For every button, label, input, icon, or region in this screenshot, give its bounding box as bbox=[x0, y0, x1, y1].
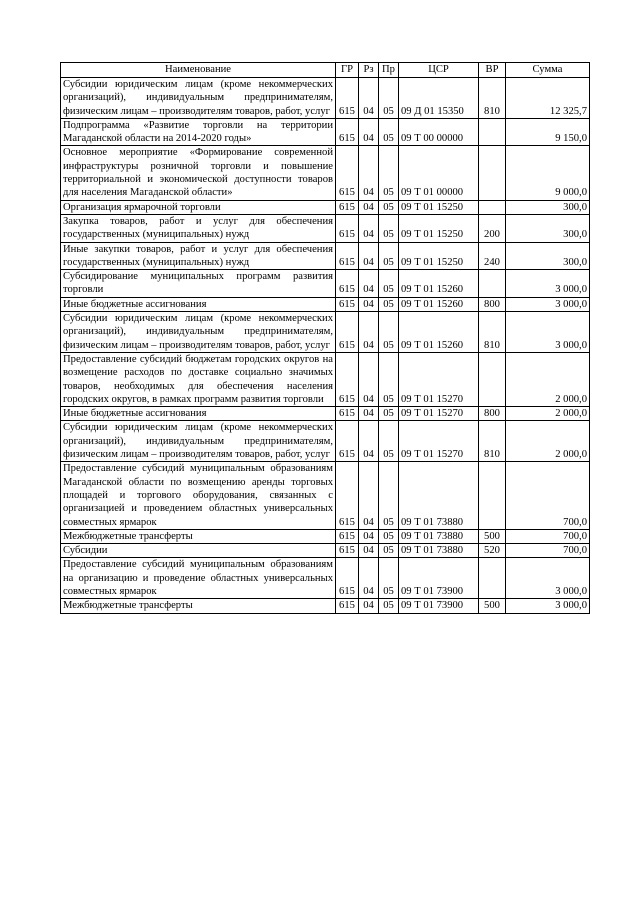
cell-gr: 615 bbox=[336, 558, 359, 599]
cell-gr: 615 bbox=[336, 214, 359, 242]
cell-pr: 05 bbox=[379, 529, 399, 543]
table-row bbox=[61, 407, 590, 421]
cell-pr: 05 bbox=[379, 242, 399, 270]
table-row bbox=[61, 421, 590, 462]
table-row bbox=[61, 214, 590, 242]
cell-rz: 04 bbox=[359, 297, 379, 311]
cell-name: Субсидирование муниципальных программ развития торговли bbox=[61, 270, 336, 298]
cell-vr: 810 bbox=[479, 78, 506, 119]
cell-rz: 04 bbox=[359, 421, 379, 462]
cell-rz: 04 bbox=[359, 214, 379, 242]
cell-name: Подпрограмма «Развитие торговли на территории Магаданской области на 2014-2020 годы» bbox=[61, 118, 336, 146]
cell-sum: 3 000,0 bbox=[506, 312, 590, 353]
cell-rz: 04 bbox=[359, 312, 379, 353]
cell-gr: 615 bbox=[336, 599, 359, 613]
cell-name: Субсидии юридическим лицам (кроме некоммерческих организаций), индивидуальным предпринимателям, физическим лицам – производителям товаров, работ, услуг bbox=[61, 312, 336, 353]
table-row bbox=[61, 529, 590, 543]
cell-vr bbox=[479, 270, 506, 298]
header-rz: Рз bbox=[359, 63, 379, 78]
cell-sum: 300,0 bbox=[506, 242, 590, 270]
cell-name: Основное мероприятие «Формирование современной инфраструктуры розничной торговли и повышение территориальной и экономической доступности товаров для населения Магаданской области» bbox=[61, 146, 336, 200]
cell-csr: 09 Т 01 15260 bbox=[399, 297, 479, 311]
cell-csr: 09 Т 01 73900 bbox=[399, 558, 479, 599]
cell-vr bbox=[479, 352, 506, 406]
cell-vr bbox=[479, 558, 506, 599]
cell-name: Иные бюджетные ассигнования bbox=[61, 407, 336, 421]
table-header bbox=[61, 63, 590, 78]
cell-name: Организация ярмарочной торговли bbox=[61, 200, 336, 214]
table-row bbox=[61, 78, 590, 119]
cell-csr: 09 Т 01 15250 bbox=[399, 200, 479, 214]
header-gr: ГР bbox=[336, 63, 359, 78]
cell-sum: 700,0 bbox=[506, 462, 590, 529]
cell-rz: 04 bbox=[359, 599, 379, 613]
cell-csr: 09 Т 01 15270 bbox=[399, 352, 479, 406]
cell-csr: 09 Т 01 73900 bbox=[399, 599, 479, 613]
cell-rz: 04 bbox=[359, 78, 379, 119]
cell-rz: 04 bbox=[359, 558, 379, 599]
cell-vr: 520 bbox=[479, 544, 506, 558]
table-row bbox=[61, 312, 590, 353]
cell-rz: 04 bbox=[359, 544, 379, 558]
cell-pr: 05 bbox=[379, 270, 399, 298]
cell-name: Субсидии юридическим лицам (кроме некоммерческих организаций), индивидуальным предпринимателям, физическим лицам – производителям товаров, работ, услуг bbox=[61, 78, 336, 119]
cell-gr: 615 bbox=[336, 544, 359, 558]
cell-gr: 615 bbox=[336, 407, 359, 421]
budget-table bbox=[60, 62, 590, 614]
table-row bbox=[61, 297, 590, 311]
cell-pr: 05 bbox=[379, 462, 399, 529]
cell-sum: 3 000,0 bbox=[506, 558, 590, 599]
cell-sum: 9 000,0 bbox=[506, 146, 590, 200]
cell-vr: 810 bbox=[479, 312, 506, 353]
cell-gr: 615 bbox=[336, 118, 359, 146]
cell-sum: 700,0 bbox=[506, 529, 590, 543]
table-row bbox=[61, 118, 590, 146]
cell-pr: 05 bbox=[379, 312, 399, 353]
table-row bbox=[61, 270, 590, 298]
table-row bbox=[61, 200, 590, 214]
table-row bbox=[61, 352, 590, 406]
cell-csr: 09 Т 01 15270 bbox=[399, 407, 479, 421]
cell-pr: 05 bbox=[379, 421, 399, 462]
cell-name: Закупка товаров, работ и услуг для обеспечения государственных (муниципальных) нужд bbox=[61, 214, 336, 242]
cell-vr bbox=[479, 200, 506, 214]
table-body bbox=[61, 78, 590, 614]
cell-vr: 240 bbox=[479, 242, 506, 270]
cell-csr: 09 Т 01 15260 bbox=[399, 312, 479, 353]
cell-pr: 05 bbox=[379, 118, 399, 146]
cell-csr: 09 Д 01 15350 bbox=[399, 78, 479, 119]
cell-csr: 09 Т 01 15250 bbox=[399, 214, 479, 242]
cell-pr: 05 bbox=[379, 407, 399, 421]
cell-gr: 615 bbox=[336, 297, 359, 311]
cell-name: Межбюджетные трансферты bbox=[61, 599, 336, 613]
cell-name: Иные бюджетные ассигнования bbox=[61, 297, 336, 311]
cell-csr: 09 Т 01 73880 bbox=[399, 544, 479, 558]
cell-pr: 05 bbox=[379, 78, 399, 119]
cell-name: Иные закупки товаров, работ и услуг для обеспечения государственных (муниципальных) нужд bbox=[61, 242, 336, 270]
cell-rz: 04 bbox=[359, 200, 379, 214]
cell-pr: 05 bbox=[379, 352, 399, 406]
cell-sum: 2 000,0 bbox=[506, 421, 590, 462]
cell-gr: 615 bbox=[336, 421, 359, 462]
cell-pr: 05 bbox=[379, 544, 399, 558]
cell-gr: 615 bbox=[336, 270, 359, 298]
cell-name: Межбюджетные трансферты bbox=[61, 529, 336, 543]
cell-name: Субсидии bbox=[61, 544, 336, 558]
cell-sum: 3 000,0 bbox=[506, 270, 590, 298]
cell-gr: 615 bbox=[336, 146, 359, 200]
cell-sum: 9 150,0 bbox=[506, 118, 590, 146]
cell-sum: 3 000,0 bbox=[506, 297, 590, 311]
cell-pr: 05 bbox=[379, 297, 399, 311]
table-row bbox=[61, 544, 590, 558]
cell-sum: 12 325,7 bbox=[506, 78, 590, 119]
cell-sum: 300,0 bbox=[506, 214, 590, 242]
header-sum: Сумма bbox=[506, 63, 590, 78]
cell-pr: 05 bbox=[379, 599, 399, 613]
header-vr: ВР bbox=[479, 63, 506, 78]
cell-pr: 05 bbox=[379, 200, 399, 214]
cell-vr bbox=[479, 118, 506, 146]
cell-vr: 200 bbox=[479, 214, 506, 242]
cell-csr: 09 Т 01 15270 bbox=[399, 421, 479, 462]
cell-gr: 615 bbox=[336, 200, 359, 214]
cell-sum: 300,0 bbox=[506, 200, 590, 214]
cell-pr: 05 bbox=[379, 558, 399, 599]
header-row bbox=[61, 63, 590, 78]
cell-csr: 09 Т 01 73880 bbox=[399, 529, 479, 543]
cell-name: Предоставление субсидий бюджетам городских округов на возмещение расходов по доставке социально значимых товаров, необходимых для обеспечения населения городских округов, в рамках программ развития торговли bbox=[61, 352, 336, 406]
cell-csr: 09 Т 01 00000 bbox=[399, 146, 479, 200]
cell-vr: 800 bbox=[479, 407, 506, 421]
header-pr: Пр bbox=[379, 63, 399, 78]
table-row bbox=[61, 146, 590, 200]
cell-sum: 700,0 bbox=[506, 544, 590, 558]
cell-rz: 04 bbox=[359, 242, 379, 270]
cell-csr: 09 Т 01 15260 bbox=[399, 270, 479, 298]
table-row bbox=[61, 462, 590, 529]
cell-rz: 04 bbox=[359, 529, 379, 543]
cell-gr: 615 bbox=[336, 78, 359, 119]
cell-vr: 500 bbox=[479, 599, 506, 613]
header-name: Наименование bbox=[61, 63, 336, 78]
cell-rz: 04 bbox=[359, 352, 379, 406]
cell-gr: 615 bbox=[336, 462, 359, 529]
cell-name: Предоставление субсидий муниципальным образованиям Магаданской области по возмещению аренды торговых площадей и торгового оборудования, связанных с организацией и проведением областных универсальных совместных ярмарок bbox=[61, 462, 336, 529]
cell-name: Предоставление субсидий муниципальным образованиям на организацию и проведение областных универсальных совместных ярмарок bbox=[61, 558, 336, 599]
cell-gr: 615 bbox=[336, 352, 359, 406]
cell-gr: 615 bbox=[336, 529, 359, 543]
cell-sum: 3 000,0 bbox=[506, 599, 590, 613]
cell-csr: 09 Т 01 73880 bbox=[399, 462, 479, 529]
cell-vr bbox=[479, 146, 506, 200]
table-row bbox=[61, 599, 590, 613]
header-csr: ЦСР bbox=[399, 63, 479, 78]
table-row bbox=[61, 242, 590, 270]
cell-gr: 615 bbox=[336, 312, 359, 353]
cell-vr bbox=[479, 462, 506, 529]
cell-csr: 09 Т 01 15250 bbox=[399, 242, 479, 270]
cell-sum: 2 000,0 bbox=[506, 407, 590, 421]
table-row bbox=[61, 558, 590, 599]
cell-vr: 500 bbox=[479, 529, 506, 543]
cell-pr: 05 bbox=[379, 214, 399, 242]
cell-gr: 615 bbox=[336, 242, 359, 270]
cell-rz: 04 bbox=[359, 407, 379, 421]
cell-rz: 04 bbox=[359, 146, 379, 200]
cell-sum: 2 000,0 bbox=[506, 352, 590, 406]
cell-rz: 04 bbox=[359, 270, 379, 298]
cell-rz: 04 bbox=[359, 462, 379, 529]
cell-vr: 810 bbox=[479, 421, 506, 462]
cell-csr: 09 Т 00 00000 bbox=[399, 118, 479, 146]
cell-name: Субсидии юридическим лицам (кроме некоммерческих организаций), индивидуальным предпринимателям, физическим лицам – производителям товаров, работ, услуг bbox=[61, 421, 336, 462]
cell-vr: 800 bbox=[479, 297, 506, 311]
cell-pr: 05 bbox=[379, 146, 399, 200]
cell-rz: 04 bbox=[359, 118, 379, 146]
